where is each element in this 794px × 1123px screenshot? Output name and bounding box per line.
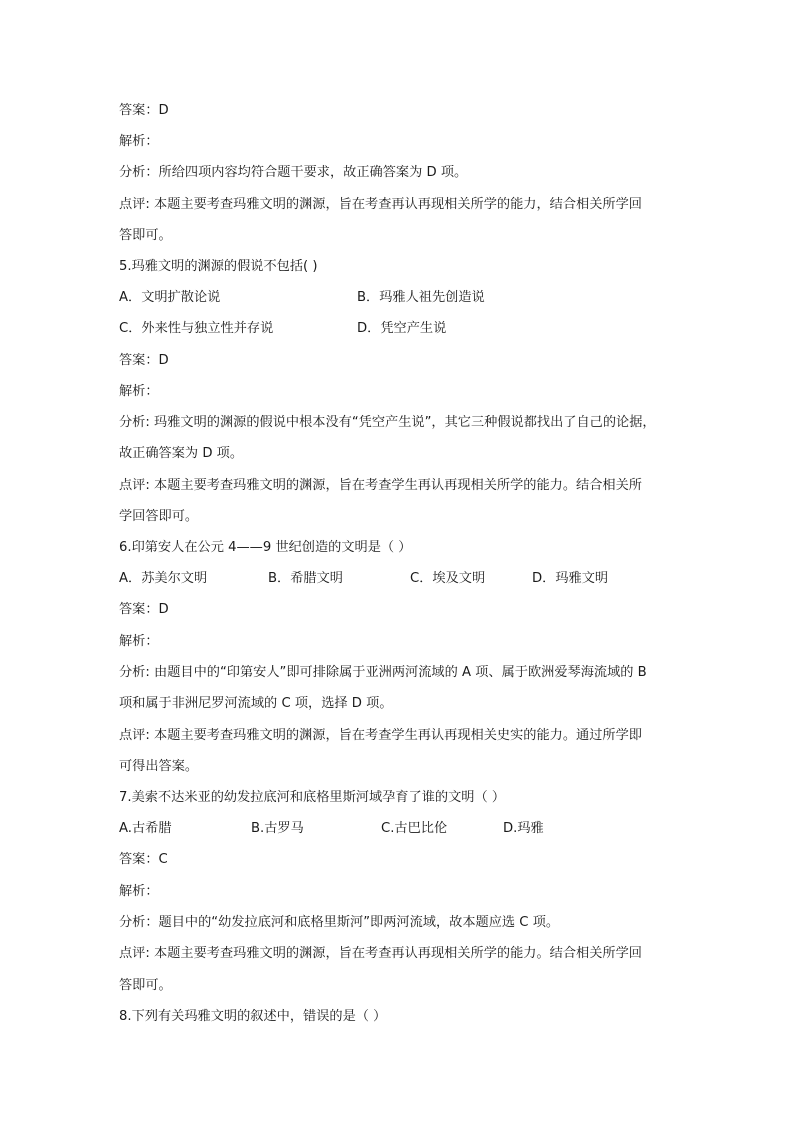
q7-option-a: A.古希腊 [119, 821, 172, 836]
q6-option-b: B．希腊文明 [268, 571, 343, 586]
q4-comment-line1: 点评: 本题主要考查玛雅文明的渊源，旨在考查再认再现相关所学的能力，结合相关所学回 [119, 197, 642, 212]
q7-comment-line1: 点评: 本题主要考查玛雅文明的渊源，旨在考查再认再现相关所学的能力。结合相关所学回 [119, 946, 642, 961]
q7-answer: 答案：C [119, 852, 168, 867]
q6-stem: 6.印第安人在公元 4——9 世纪创造的文明是（ ） [119, 540, 412, 555]
q5-option-c: C．外来性与独立性并存说 [119, 321, 274, 336]
q4-analysis-label: 解析： [119, 134, 159, 149]
q6-analysis-label: 解析： [119, 634, 159, 649]
q5-comment-line1: 点评: 本题主要考查玛雅文明的渊源，旨在考查学生再认再现相关所学的能力。结合相关所 [119, 478, 642, 493]
q5-option-d: D．凭空产生说 [357, 321, 447, 336]
q5-stem: 5.玛雅文明的渊源的假说不包括( ) [119, 259, 318, 274]
q6-answer: 答案：D [119, 602, 169, 617]
q7-option-c: C.古巴比伦 [381, 821, 448, 836]
q6-option-c: C．埃及文明 [410, 571, 486, 586]
q8-stem: 8.下列有关玛雅文明的叙述中，错误的是（ ） [119, 1009, 387, 1024]
q5-analysis-line1: 分析: 玛雅文明的渊源的假说中根本没有“凭空产生说”，其它三种假说都找出了自己的论据， [119, 415, 656, 430]
q7-stem: 7.美索不达米亚的幼发拉底河和底格里斯河域孕育了谁的文明（ ） [119, 790, 506, 805]
q6-analysis-line2: 项和属于非洲尼罗河流域的 C 项，选择 D 项。 [119, 696, 393, 711]
q7-option-b: B.古罗马 [251, 821, 304, 836]
q7-analysis-label: 解析： [119, 884, 159, 899]
q7-option-d: D.玛雅 [503, 821, 544, 836]
q5-comment-line2: 学回答即可。 [119, 509, 199, 524]
q4-analysis: 分析：所给四项内容均符合题干要求，故正确答案为 D 项。 [119, 165, 468, 180]
q6-analysis-line1: 分析: 由题目中的“印第安人”即可排除属于亚洲两河流域的 A 项、属于欧洲爱琴海流域的 B [119, 665, 647, 680]
q7-comment-line2: 答即可。 [119, 978, 172, 993]
q6-option-a: A．苏美尔文明 [119, 571, 208, 586]
q5-analysis-label: 解析： [119, 384, 159, 399]
q5-option-a: A．文明扩散论说 [119, 290, 221, 305]
q4-comment-line2: 答即可。 [119, 228, 172, 243]
q5-option-b: B．玛雅人祖先创造说 [357, 290, 485, 305]
q6-comment-line2: 可得出答案。 [119, 759, 199, 774]
q7-analysis: 分析：题目中的“幼发拉底河和底格里斯河”即两河流域，故本题应选 C 项。 [119, 915, 560, 930]
q4-answer: 答案：D [119, 103, 169, 118]
q5-answer: 答案：D [119, 353, 169, 368]
q6-option-d: D．玛雅文明 [532, 571, 609, 586]
q6-comment-line1: 点评: 本题主要考查玛雅文明的渊源，旨在考查学生再认再现相关史实的能力。通过所学即 [119, 728, 642, 743]
q5-analysis-line2: 故正确答案为 D 项。 [119, 446, 244, 461]
